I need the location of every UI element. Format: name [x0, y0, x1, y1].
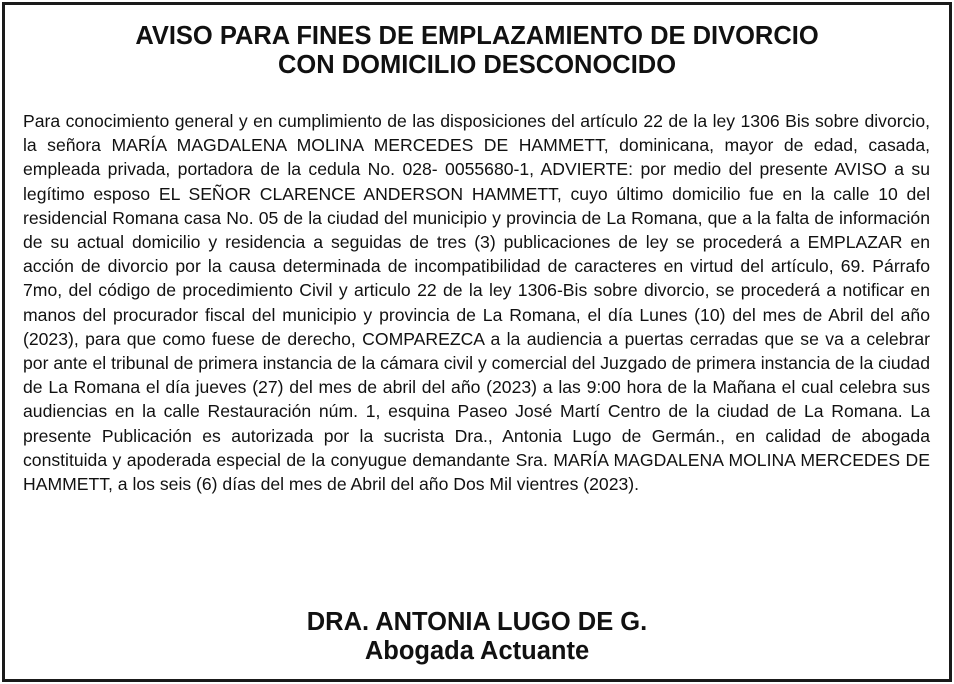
notice-title-line-2: CON DOMICILIO DESCONOCIDO: [277, 51, 677, 79]
notice-body-paragraph: Para conocimiento general y en cumplimiento de las disposiciones del artículo 22 de la ley 1306 Bis sobre divorcio, la señora MARÍA MAGDALENA MOLINA MERCEDES DE HAMMETT, dominicana, mayor de edad, casada, empleada privada, portadora de la cedula No. 028- 0055680-1, ADVIERTE: por medio del presente AVISO a su legítimo esposo EL SEÑOR CLARENCE ANDERSON HAMMETT, cuyo último domicilio fue en la calle 10 del residencial Romana casa No. 05 de la ciudad del municipio y provincia de La Romana, que a la falta de información de su actual domicilio y residencia a seguidas de tres (3) publicaciones de ley se procederá a EMPLAZAR en acción de divorcio por la causa determinada de incompatibilidad de caracteres en virtud del artículo, 69. Párrafo 7mo, del código de procedimiento Civil y articulo 22 de la ley 1306-Bis sobre divorcio, se procederá a notificar en manos del procurador fiscal del municipio y provincia de La Romana, el día Lunes (10) del mes de Abril del año (2023), para que como fuese de derecho, COMPAREZCA a la audiencia a puertas cerradas que se va a celebrar por ante el tribunal de primera instancia de la cámara civil y comercial del Juzgado de primera instancia de la ciudad de La Romana el día jueves (27) del mes de abril del año (2023) a las 9:00 hora de la Mañana el cual celebra sus audiencias en la calle Restauración núm. 1, esquina Paseo José Martí Centro de la ciudad de La Romana. La presente Publicación es autorizada por la sucrista Dra., Antonia Lugo de Germán., en calidad de abogada constituida y apoderada especial de la conyugue demandante Sra. MARÍA MAGDALENA MOLINA MERCEDES DE HAMMETT, a los seis (6) días del mes de Abril del año Dos Mil vientres (2023).: [23, 111, 930, 495]
legal-notice-box: [2, 2, 952, 682]
notice-title: [5, 22, 949, 80]
signature-role: Abogada Actuante: [364, 637, 590, 665]
signature-name: DRA. ANTONIA LUGO DE G.: [306, 608, 648, 636]
signature-block: [5, 608, 949, 666]
notice-title-line-1: AVISO PARA FINES DE EMPLAZAMIENTO DE DIVORCIO: [135, 22, 819, 50]
